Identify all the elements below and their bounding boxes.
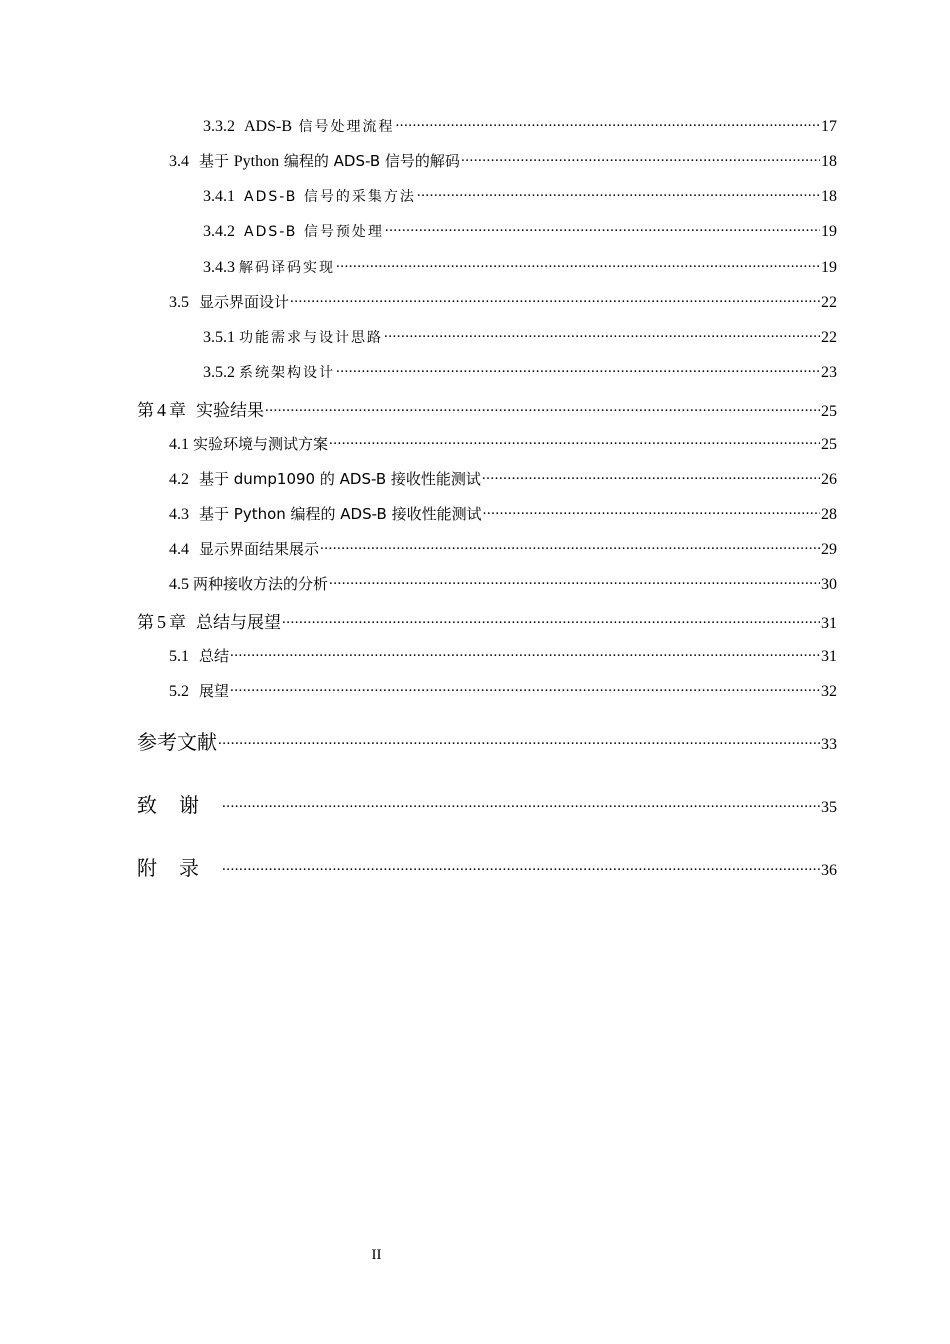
toc-entry-5-1[interactable] [169, 645, 837, 669]
toc-entry-5-2[interactable] [169, 680, 837, 704]
toc-entry-3-3-2[interactable] [203, 115, 837, 139]
dot-leader [222, 859, 820, 875]
toc-page-number: 31 [821, 615, 837, 632]
page-number-footer: II [371, 1247, 382, 1263]
toc-entry-label: 4.4 显示界面结果展示 [169, 540, 320, 558]
toc-page-number: 17 [821, 118, 837, 135]
dot-leader [417, 185, 820, 201]
toc-entry-label: 3.3.2 ADS-B 信号处理流程 [203, 118, 395, 135]
toc-entry-label: 4.3 基于 Python 编程的 ADS-B 接收性能测试 [169, 505, 482, 523]
toc-entry-3-4[interactable] [169, 150, 837, 174]
toc-chapter-label: 第 5 章 总结与展望 [137, 612, 281, 633]
toc-entry-title: 展望 [199, 682, 230, 700]
toc-entry-label: 5.1 总结 [169, 647, 230, 665]
toc-page-number: 22 [821, 294, 837, 311]
toc-entry-label: 5.2 展望 [169, 682, 230, 700]
dot-leader [329, 573, 820, 589]
toc-page-number: 33 [821, 736, 837, 753]
toc-page-number: 36 [821, 862, 837, 879]
toc-entry-title: 功能需求与设计思路 [239, 330, 383, 346]
toc-page-number: 32 [821, 683, 837, 700]
toc-appendix[interactable] [137, 852, 837, 882]
toc-entry-3-5-1[interactable] [203, 326, 837, 350]
dot-leader [320, 538, 820, 554]
toc-page-number: 29 [821, 541, 837, 558]
toc-entry-4-5[interactable] [169, 573, 837, 597]
toc-entry-3-4-2[interactable] [203, 220, 837, 244]
toc-entry-3-5[interactable] [169, 291, 837, 315]
toc-entry-4-4[interactable] [169, 538, 837, 562]
toc-entry-label: 3.4.1 ADS-B 信号的采集方法 [203, 188, 416, 205]
toc-appendix-label: 附录 [137, 856, 221, 880]
toc-entry-label: 3.5.1 功能需求与设计思路 [203, 329, 383, 346]
toc-chapter-5[interactable] [137, 608, 837, 632]
dot-leader [395, 115, 820, 131]
toc-page-number: 18 [821, 153, 837, 170]
toc-entry-label: 3.4.3 解码译码实现 [203, 259, 335, 276]
toc-entry-4-2[interactable] [169, 468, 837, 492]
toc-entry-label: 3.4.2 ADS-B 信号预处理 [203, 223, 384, 240]
dot-leader [483, 503, 820, 519]
toc-page-number: 18 [821, 188, 837, 205]
toc-chapter-4[interactable] [137, 396, 837, 420]
toc-chapter-label: 第 4 章 实验结果 [137, 400, 264, 421]
toc-entry-3-5-2[interactable] [203, 361, 837, 385]
toc-entry-title: ADS-B 信号预处理 [244, 224, 384, 240]
toc-entry-title: 信号处理流程 [292, 119, 395, 135]
dot-leader [461, 150, 820, 166]
toc-entry-3-4-3[interactable] [203, 256, 837, 280]
toc-entry-title: 显示界面结果展示 [199, 540, 320, 558]
toc-entry-4-1[interactable] [169, 433, 837, 457]
toc-page-number: 31 [821, 648, 837, 665]
dot-leader [482, 468, 820, 484]
toc-page-number: 30 [821, 576, 837, 593]
toc-page-number: 23 [821, 364, 837, 381]
toc-page-number: 26 [821, 471, 837, 488]
dot-leader [222, 796, 820, 812]
toc-entry-label: 4.2 基于 dump1090 的 ADS-B 接收性能测试 [169, 470, 481, 488]
toc-entry-title: 显示界面设计 [199, 293, 290, 311]
toc-references-label: 参考文献 [137, 730, 217, 754]
dot-leader [265, 398, 820, 416]
toc-page-number: 35 [821, 799, 837, 816]
toc-entry-label: 4.5 两种接收方法的分析 [169, 575, 329, 593]
dot-leader [336, 256, 820, 272]
dot-leader [385, 220, 820, 236]
toc-entry-title: 系统架构设计 [239, 365, 335, 381]
toc-page-number: 25 [821, 403, 837, 420]
dot-leader [282, 610, 820, 628]
toc-page-number: 19 [821, 223, 837, 240]
toc-references[interactable] [137, 726, 837, 756]
dot-leader [329, 433, 820, 449]
dot-leader [218, 733, 820, 749]
dot-leader [384, 326, 820, 342]
toc-entry-title: 基于 dump1090 的 ADS-B 接收性能测试 [199, 470, 481, 488]
toc-page-number: 25 [821, 436, 837, 453]
toc-entry-title: 实验环境与测试方案 [193, 435, 329, 453]
toc-entry-label: 3.5 显示界面设计 [169, 293, 290, 311]
toc-acknowledgements-label: 致谢 [137, 793, 221, 817]
dot-leader [230, 680, 820, 696]
toc-entry-3-4-1[interactable] [203, 185, 837, 209]
toc-acknowledgements[interactable] [137, 789, 837, 819]
toc-entry-title: 基于 Python 编程的 ADS-B 接收性能测试 [199, 505, 482, 523]
toc-entry-title: 两种接收方法的分析 [193, 575, 329, 593]
toc-entry-title: 总结 [199, 647, 230, 665]
toc-entry-4-3[interactable] [169, 503, 837, 527]
dot-leader [290, 291, 820, 307]
toc-entry-title: ADS-B 信号的采集方法 [244, 189, 416, 205]
toc-entry-label: 4.1 实验环境与测试方案 [169, 435, 329, 453]
dot-leader [336, 361, 820, 377]
toc-page-number: 28 [821, 506, 837, 523]
toc-entry-label: 3.4 基于 Python 编程的 ADS-B 信号的解码 [169, 152, 460, 170]
toc-chapter-title: 总结与展望 [196, 613, 281, 633]
toc-page-number: 22 [821, 329, 837, 346]
dot-leader [230, 645, 820, 661]
toc-chapter-title: 实验结果 [196, 401, 264, 421]
toc-entry-title: 解码译码实现 [239, 260, 335, 276]
toc-page-number: 19 [821, 259, 837, 276]
toc-entry-label: 3.5.2 系统架构设计 [203, 364, 335, 381]
